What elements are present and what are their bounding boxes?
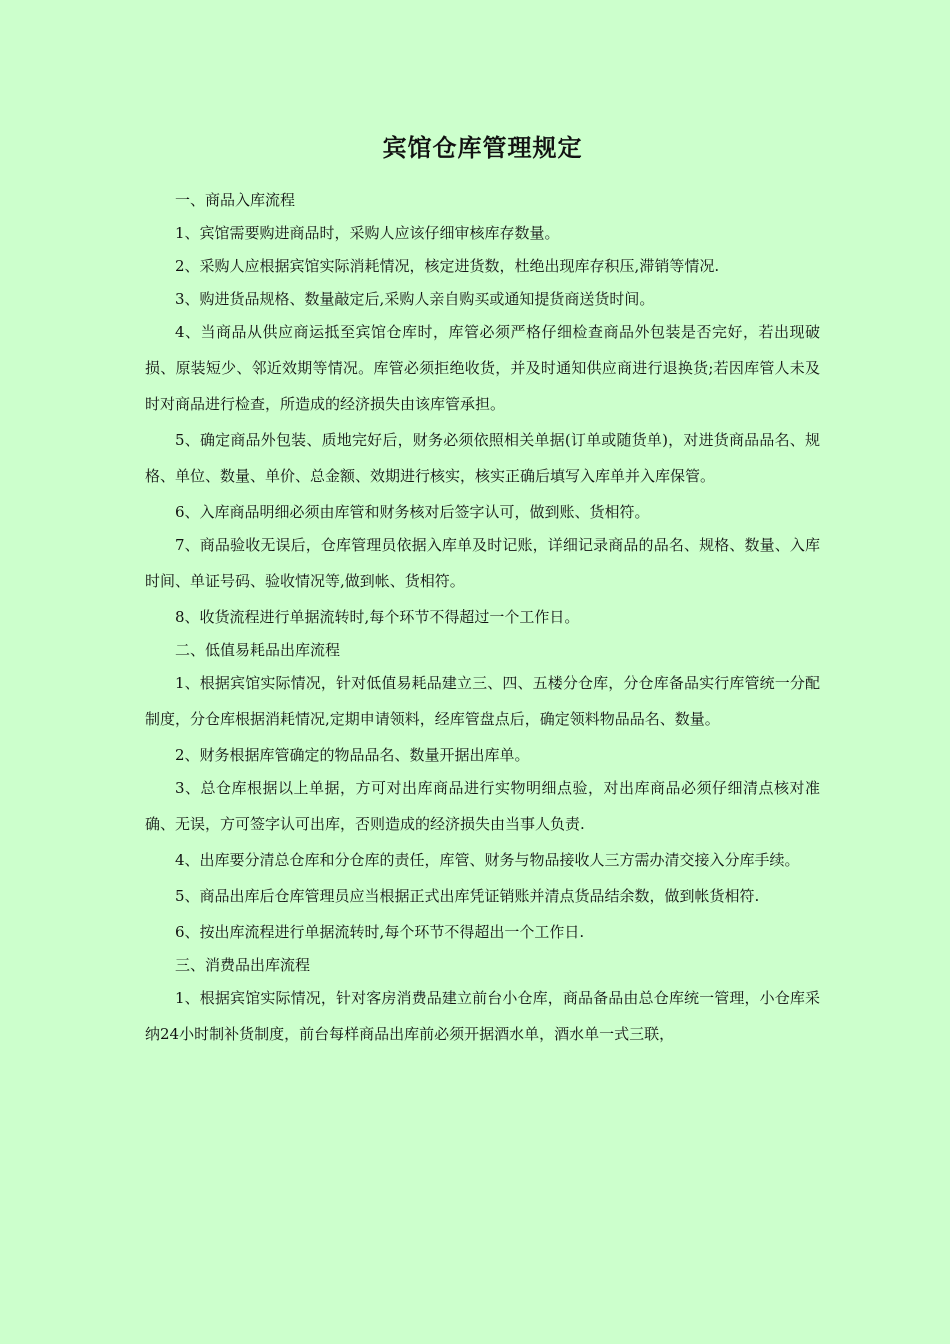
paragraph: 3、购进货品规格、数量敲定后,采购人亲自购买或通知提货商送货时间。 xyxy=(175,290,655,308)
section-heading: 二、低值易耗品出库流程 xyxy=(175,641,341,659)
document-title: 宾馆仓库管理规定 xyxy=(382,134,583,162)
paragraph: 4、当商品从供应商运抵至宾馆仓库时，库管必须严格仔细检查商品外包装是否完好，若出现破损、原装短少、邻近效期等情况。库管必须拒绝收货，并及时通知供应商进行退换货;若因库管人未及时对商品进行检查，所造成的经济损失由该库管承担。 xyxy=(145,323,820,413)
paragraph: 3、总仓库根据以上单据，方可对出库商品进行实物明细点验，对出库商品必须仔细清点核对准确、无误，方可签字认可出库，否则造成的经济损失由当事人负责. xyxy=(145,779,820,833)
document-body xyxy=(145,182,820,1052)
paragraph: 5、确定商品外包装、质地完好后，财务必须依照相关单据(订单或随货单)，对进货商品品名、规格、单位、数量、单价、总金额、效期进行核实，核实正确后填写入库单并入库保管。 xyxy=(145,431,820,485)
section-heading: 三、消费品出库流程 xyxy=(175,956,311,974)
paragraph: 4、出库要分清总仓库和分仓库的责任，库管、财务与物品接收人三方需办清交接入分库手续。 xyxy=(175,851,800,869)
paragraph: 6、入库商品明细必须由库管和财务核对后签字认可，做到账、货相符。 xyxy=(175,503,650,521)
section-heading: 一、商品入库流程 xyxy=(175,191,296,209)
paragraph: 5、商品出库后仓库管理员应当根据正式出库凭证销账并清点货品结余数，做到帐货相符. xyxy=(175,887,760,905)
paragraph: 7、商品验收无误后，仓库管理员依据入库单及时记账，详细记录商品的品名、规格、数量、入库时间、单证号码、验收情况等,做到帐、货相符。 xyxy=(145,536,820,590)
paragraph: 2、财务根据库管确定的物品品名、数量开据出库单。 xyxy=(175,746,530,764)
paragraph: 1、宾馆需要购进商品时，采购人应该仔细审核库存数量。 xyxy=(175,224,560,242)
paragraph: 1、根据宾馆实际情况，针对客房消费品建立前台小仓库，商品备品由总仓库统一管理，小仓库采纳24小时制补货制度，前台每样商品出库前必须开据酒水单，酒水单一式三联， xyxy=(145,989,820,1043)
paragraph: 2、采购人应根据宾馆实际消耗情况，核定进货数，杜绝出现库存积压,滞销等情况. xyxy=(175,257,720,275)
paragraph: 8、收货流程进行单据流转时,每个环节不得超过一个工作日。 xyxy=(175,608,580,626)
paragraph: 1、根据宾馆实际情况，针对低值易耗品建立三、四、五楼分仓库，分仓库备品实行库管统一分配制度，分仓库根据消耗情况,定期申请领料，经库管盘点后，确定领料物品品名、数量。 xyxy=(145,674,820,728)
paragraph: 6、按出库流程进行单据流转时,每个环节不得超出一个工作日. xyxy=(175,923,585,941)
